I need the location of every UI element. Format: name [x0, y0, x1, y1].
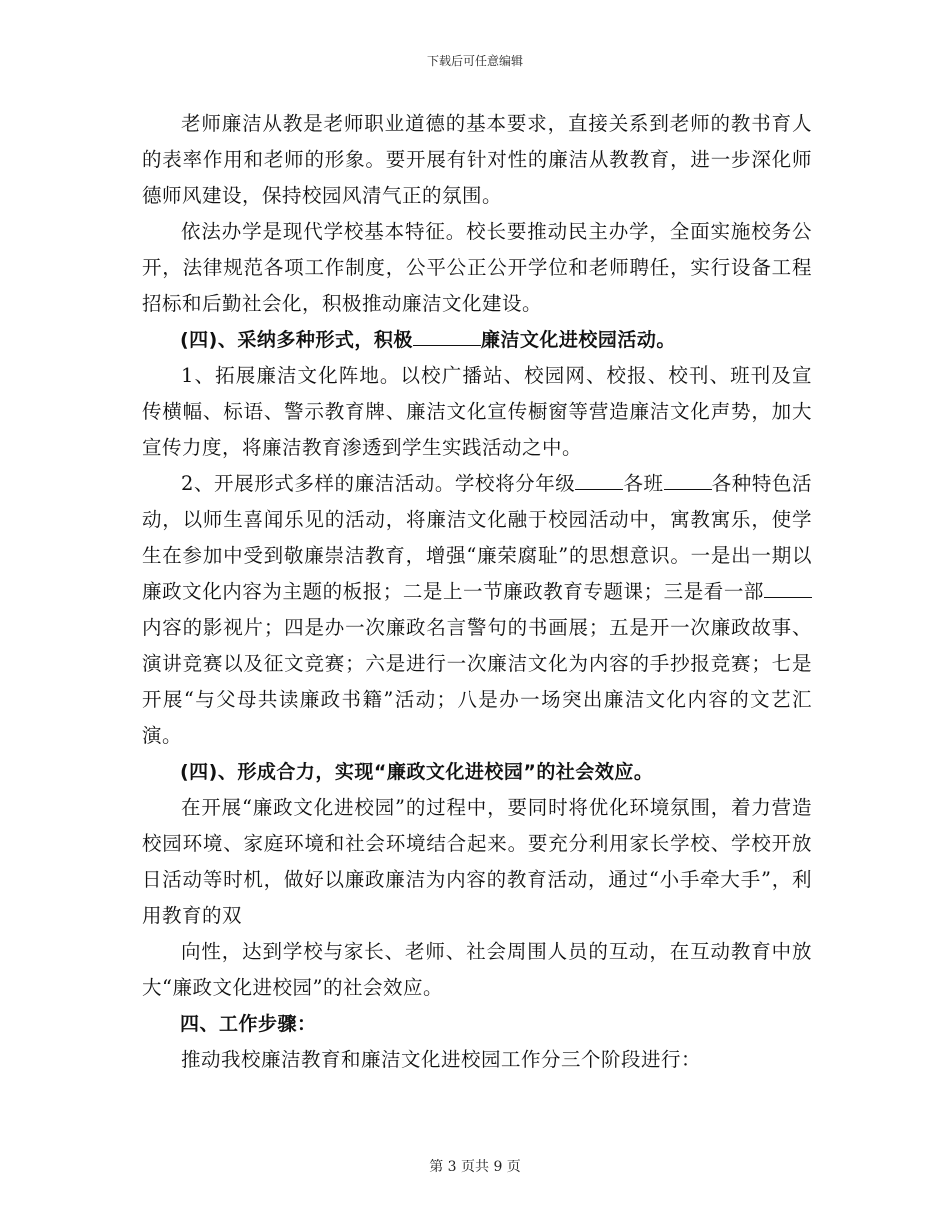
heading-text-part-1: (四)、采纳多种形式，积极: [180, 329, 413, 351]
activities-text-part-2: 各班: [623, 472, 664, 495]
paragraph-environment: 在开展“廉政文化进校园”的过程中，要同时将优化环境氛围，着力营造校园环境、家庭环境和社会环境结合起来。要充分利用家长学校、学校开放日活动等时机，做好以廉政廉洁为内容的教育活动，通过“小手牵大手”，利用教育的双: [142, 796, 812, 927]
heading-text-part-2: 廉洁文化进校园活动。: [480, 329, 676, 351]
fill-in-blank: [664, 471, 712, 490]
paragraph-interaction: 向性，达到学校与家长、老师、社会周围人员的互动，在互动教育中放大“廉政文化进校园”的社会效应。: [142, 940, 812, 999]
fill-in-blank: [575, 471, 623, 490]
fill-in-blank: [764, 579, 812, 598]
page-header-note: 下载后可任意编辑: [426, 54, 523, 68]
section-heading-work-steps: 四、工作步骤：: [180, 1013, 317, 1035]
activities-text-part-1: 2、开展形式多样的廉洁活动。学校将分年级: [181, 472, 576, 495]
paragraph-law-based-schooling: 依法办学是现代学校基本特征。校长要推动民主办学，全面实施校务公开，法律规范各项工作制度，公平公正公开学位和老师聘任，实行设备工程招标和后勤社会化，积极推动廉洁文化建设。: [142, 220, 812, 315]
paragraph-teacher-integrity: 老师廉洁从教是老师职业道德的基本要求，直接关系到老师的教书育人的表率作用和老师的形象。要开展有针对性的廉洁从教教育，进一步深化师德师风建设，保持校园风清气正的氛围。: [142, 112, 812, 207]
activities-text-part-3: 各种特色活动，以师生喜闻乐见的活动，将廉洁文化融于校园活动中，寓教寓乐，使学生在参加中受到敬廉崇洁教育，增强“廉荣腐耻”的思想意识。一是出一期以廉政文化内容为主题的板报；二是上一节廉政教育专题课；三是看一部: [142, 472, 812, 603]
paragraph-expand-positions: 1、拓展廉洁文化阵地。以校广播站、校园网、校报、校刊、班刊及宣传横幅、标语、警示教育牌、廉洁文化宣传橱窗等营造廉洁文化声势，加大宣传力度，将廉洁教育渗透到学生实践活动之中。: [142, 364, 812, 459]
paragraph-three-stages: 推动我校廉洁教育和廉洁文化进校园工作分三个阶段进行：: [181, 1048, 702, 1071]
page-number: 第 3 页共 9 页: [429, 1159, 521, 1175]
section-heading-various-forms: [142, 322, 812, 358]
paragraph-diverse-activities: [142, 466, 812, 754]
section-heading-joint-force: (四)、形成合力，实现“廉政文化进校园”的社会效应。: [180, 761, 654, 783]
fill-in-blank: [413, 328, 481, 346]
document-body: [142, 106, 812, 1078]
activities-text-part-4: 内容的影视片；四是办一次廉政名言警句的书画展；五是开一次廉政故事、演讲竞赛以及征文竞赛；六是进行一次廉洁文化为内容的手抄报竞赛；七是开展“与父母共读廉政书籍”活动；八是办一场突出廉洁文化内容的文艺汇演。: [142, 616, 812, 747]
